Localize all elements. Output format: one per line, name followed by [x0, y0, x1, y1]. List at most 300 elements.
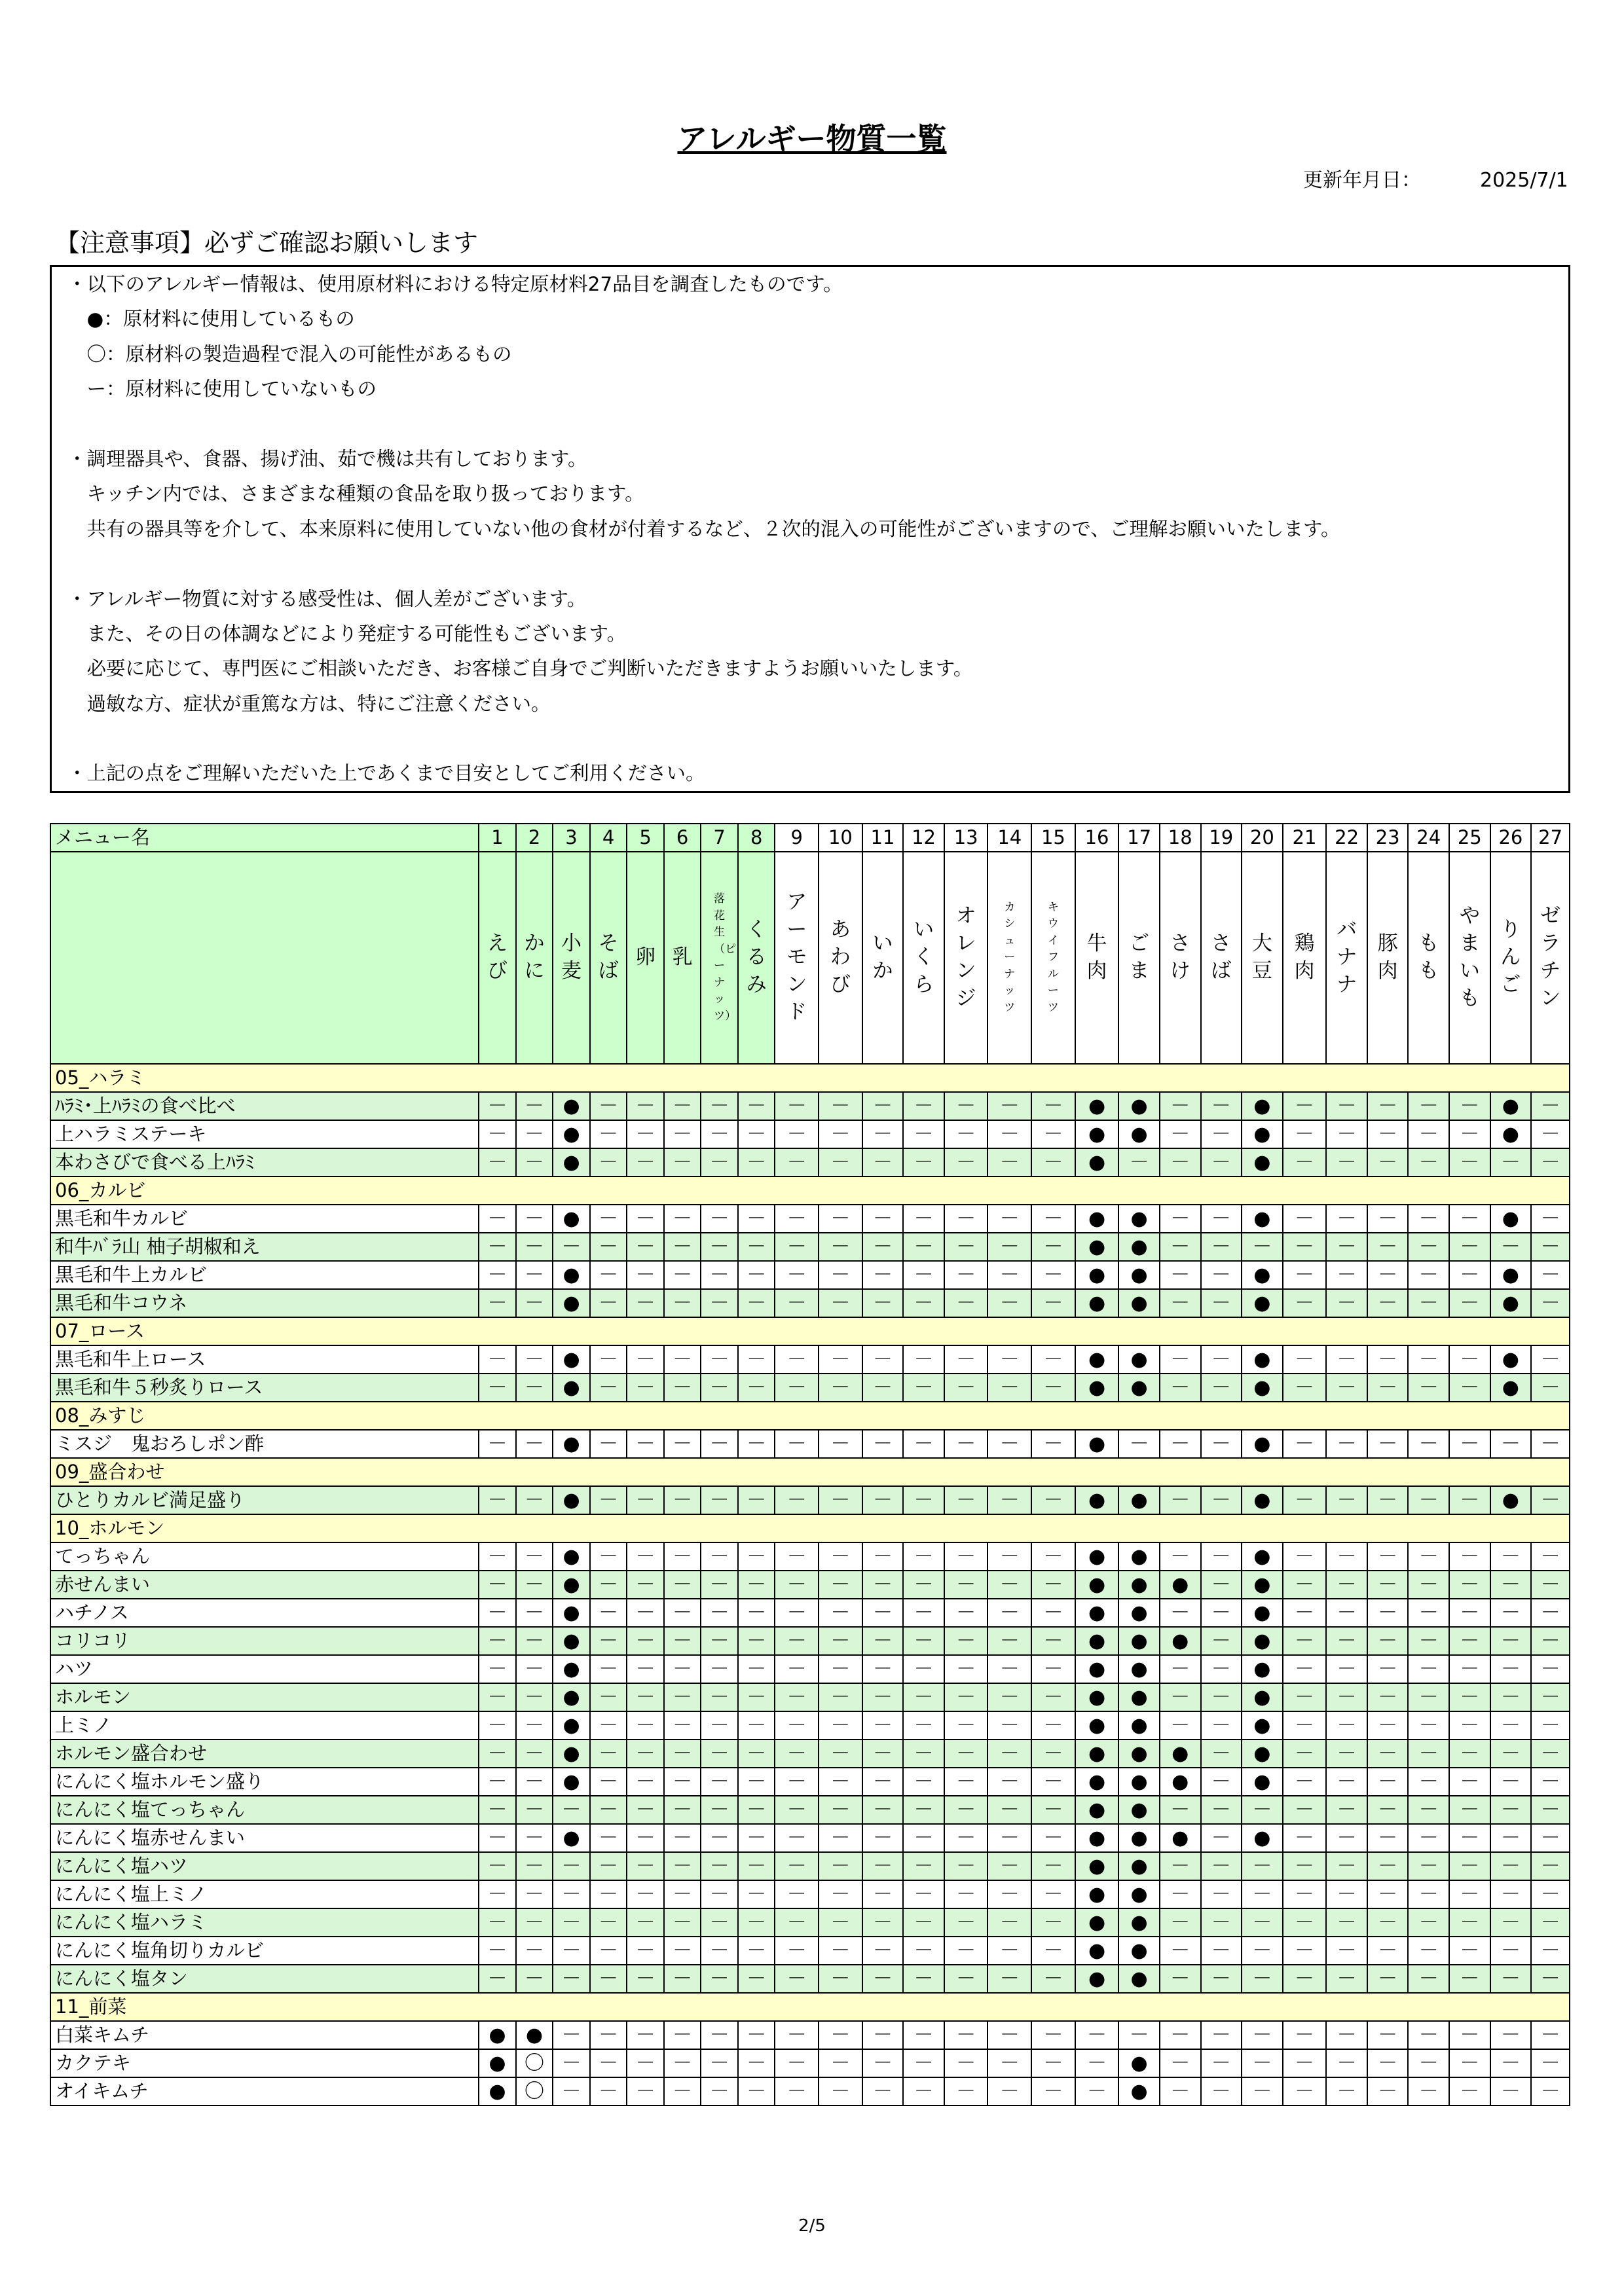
allergen-mark: － — [1031, 1768, 1075, 1796]
category-row: 06_カルビ — [50, 1176, 1570, 1205]
allergen-name-text: そば — [598, 932, 619, 983]
allergen-mark: － — [1408, 1627, 1449, 1655]
allergen-mark: － — [775, 1908, 819, 1937]
allergen-mark: － — [862, 2049, 904, 2077]
allergen-mark: － — [862, 2077, 904, 2105]
allergen-mark: － — [1490, 2021, 1532, 2049]
category-row: 05_ハラミ — [50, 1064, 1570, 1092]
allergen-mark: ● — [1075, 1261, 1119, 1289]
allergen-mark: － — [987, 2021, 1031, 2049]
allergen-mark: ● — [1118, 1768, 1160, 1796]
allergen-mark: － — [819, 1627, 862, 1655]
allergen-mark: － — [862, 1205, 904, 1233]
allergen-mark: － — [1490, 1965, 1532, 1993]
allergen-mark: － — [738, 1740, 775, 1768]
allergen-mark: － — [701, 1655, 738, 1683]
allergen-mark: － — [903, 1740, 944, 1768]
menu-item-name: にんにく塩角切りカルビ — [50, 1937, 479, 1965]
table-row — [50, 2049, 1570, 2077]
allergen-mark: － — [775, 2049, 819, 2077]
allergen-mark: － — [1449, 1880, 1490, 1908]
allergen-mark: － — [1031, 1374, 1075, 1402]
allergen-mark: － — [1326, 1711, 1367, 1740]
table-row — [50, 1599, 1570, 1627]
allergen-mark: － — [1031, 1233, 1075, 1261]
allergen-mark: ● — [1118, 1711, 1160, 1740]
allergen-mark: － — [775, 1233, 819, 1261]
allergen-mark: ● — [553, 1571, 590, 1599]
allergen-mark: － — [479, 1627, 516, 1655]
allergen-mark: － — [903, 1233, 944, 1261]
allergen-mark: － — [1326, 2049, 1367, 2077]
allergen-mark: － — [516, 1683, 553, 1711]
allergen-mark: － — [553, 1852, 590, 1880]
allergen-mark: － — [903, 1965, 944, 1993]
allergen-mark: － — [1531, 1824, 1570, 1852]
allergen-mark: － — [1531, 1627, 1570, 1655]
allergen-mark: － — [944, 1908, 988, 1937]
menu-item-name: にんにく塩てっちゃん — [50, 1796, 479, 1824]
allergen-mark: － — [1531, 1233, 1570, 1261]
allergen-mark: ● — [553, 1824, 590, 1852]
allergen-mark: ● — [1075, 1571, 1119, 1599]
allergen-mark: － — [627, 1571, 664, 1599]
allergen-mark: ● — [1118, 1740, 1160, 1768]
allergen-mark: － — [1408, 1711, 1449, 1740]
allergen-mark: － — [775, 1120, 819, 1148]
allergen-mark: － — [1531, 1120, 1570, 1148]
allergen-mark: － — [944, 1880, 988, 1908]
allergen-mark: － — [1031, 1937, 1075, 1965]
allergen-mark: ● — [1075, 1627, 1119, 1655]
allergen-mark: － — [1531, 1852, 1570, 1880]
allergen-mark: － — [1201, 2049, 1242, 2077]
allergen-mark: － — [738, 1120, 775, 1148]
allergen-mark: － — [479, 1289, 516, 1317]
allergen-mark: － — [1283, 1120, 1327, 1148]
allergen-mark: － — [1201, 1655, 1242, 1683]
allergen-mark: ● — [1242, 1599, 1283, 1627]
allergen-mark: ● — [1075, 1148, 1119, 1176]
allergen-mark: － — [1449, 1542, 1490, 1571]
allergen-mark: ● — [1118, 1627, 1160, 1655]
allergen-mark: － — [1075, 2049, 1119, 2077]
allergen-mark: － — [819, 1092, 862, 1120]
allergen-mark: － — [479, 1148, 516, 1176]
allergen-mark: － — [516, 1711, 553, 1740]
allergen-mark: － — [1408, 1120, 1449, 1148]
allergen-mark: － — [819, 1486, 862, 1514]
table-row — [50, 1796, 1570, 1824]
note-line — [67, 547, 1553, 581]
allergen-mark: － — [819, 1768, 862, 1796]
allergen-mark: － — [1283, 1740, 1327, 1768]
allergen-mark: － — [1408, 1965, 1449, 1993]
allergen-mark: － — [1031, 1908, 1075, 1937]
allergen-mark: － — [1531, 2077, 1570, 2105]
allergen-mark: － — [987, 1796, 1031, 1824]
allergen-mark: － — [479, 1655, 516, 1683]
allergen-mark: － — [944, 1120, 988, 1148]
allergen-name — [1283, 852, 1327, 1064]
allergen-mark: ● — [553, 1120, 590, 1148]
allergen-mark: － — [1031, 1824, 1075, 1852]
allergen-mark: － — [862, 1374, 904, 1402]
allergen-mark: － — [1490, 1599, 1532, 1627]
note-line: ー：原材料に使用していないもの — [67, 378, 377, 401]
allergen-mark: － — [553, 1965, 590, 1993]
allergen-mark: ● — [1160, 1571, 1201, 1599]
allergen-mark: － — [862, 1796, 904, 1824]
allergen-mark: － — [1367, 1092, 1409, 1120]
allergen-mark: － — [987, 1683, 1031, 1711]
menu-item-name: コリコリ — [50, 1627, 479, 1655]
allergen-mark: － — [944, 1852, 988, 1880]
allergen-mark: － — [479, 1937, 516, 1965]
allergen-mark: － — [1031, 1599, 1075, 1627]
allergen-mark: － — [1531, 1571, 1570, 1599]
allergen-mark: － — [590, 1880, 627, 1908]
allergen-mark: ● — [1118, 1261, 1160, 1289]
allergen-number: 7 — [701, 824, 738, 852]
allergen-mark: － — [775, 1571, 819, 1599]
allergen-mark: ● — [1242, 1374, 1283, 1402]
allergen-mark: － — [775, 1289, 819, 1317]
allergen-mark: － — [1118, 2021, 1160, 2049]
allergen-mark: ● — [1075, 1740, 1119, 1768]
allergen-mark: － — [1201, 1740, 1242, 1768]
allergen-mark: － — [1531, 1345, 1570, 1374]
allergen-mark: － — [1326, 1908, 1367, 1937]
allergen-number: 19 — [1201, 824, 1242, 852]
allergen-mark: － — [1031, 1542, 1075, 1571]
allergen-mark: － — [1201, 1937, 1242, 1965]
allergen-name — [1160, 852, 1201, 1064]
allergen-mark: － — [1326, 1880, 1367, 1908]
allergen-mark: － — [862, 1430, 904, 1458]
allergen-mark: － — [1201, 1205, 1242, 1233]
allergen-mark: － — [738, 1880, 775, 1908]
allergen-mark: － — [1201, 1289, 1242, 1317]
allergen-mark: － — [1408, 2077, 1449, 2105]
allergen-mark: － — [590, 1092, 627, 1120]
allergen-mark: － — [903, 1542, 944, 1571]
allergen-name-text: 大豆 — [1251, 932, 1272, 983]
allergen-mark: － — [1490, 1852, 1532, 1880]
allergen-mark: － — [1408, 2021, 1449, 2049]
allergen-mark: － — [1283, 1880, 1327, 1908]
allergen-mark: ● — [479, 2049, 516, 2077]
allergen-mark: － — [479, 1205, 516, 1233]
allergen-mark: － — [553, 1908, 590, 1937]
allergen-mark: － — [1490, 1148, 1532, 1176]
allergen-name-text: やまいも — [1459, 904, 1480, 1010]
allergen-mark: ● — [1075, 1796, 1119, 1824]
allergen-mark: － — [627, 1205, 664, 1233]
allergen-mark: － — [903, 2077, 944, 2105]
allergen-mark: － — [775, 1627, 819, 1655]
allergen-mark: ● — [553, 1261, 590, 1289]
allergen-mark: － — [819, 1908, 862, 1937]
allergen-mark: － — [701, 1148, 738, 1176]
allergen-mark: － — [701, 1542, 738, 1571]
allergen-mark: － — [987, 1880, 1031, 1908]
allergen-mark: － — [1118, 1430, 1160, 1458]
allergen-mark: － — [862, 1824, 904, 1852]
allergen-mark: ● — [553, 1205, 590, 1233]
allergen-mark: － — [738, 1345, 775, 1374]
allergen-mark: － — [862, 2021, 904, 2049]
allergen-mark: － — [627, 1655, 664, 1683]
allergen-number: 8 — [738, 824, 775, 852]
allergen-mark: ● — [516, 2021, 553, 2049]
allergen-mark: － — [775, 1768, 819, 1796]
allergen-name-text: 牛肉 — [1086, 932, 1107, 983]
menu-item-name: 黒毛和牛５秒炙りロース — [50, 1374, 479, 1402]
allergen-name — [1449, 852, 1490, 1064]
allergen-mark: － — [1283, 1374, 1327, 1402]
allergen-mark: － — [819, 1711, 862, 1740]
allergen-mark: － — [819, 1542, 862, 1571]
allergen-mark: － — [1326, 1796, 1367, 1824]
allergen-mark: － — [1201, 1627, 1242, 1655]
allergen-number: 26 — [1490, 824, 1532, 852]
allergen-mark: － — [664, 1571, 701, 1599]
allergen-mark: － — [1367, 1711, 1409, 1740]
allergen-mark: － — [701, 2021, 738, 2049]
allergen-mark: － — [1160, 1796, 1201, 1824]
allergen-mark: － — [590, 1430, 627, 1458]
allergen-mark: － — [987, 1599, 1031, 1627]
allergen-mark: － — [664, 2021, 701, 2049]
allergen-name-text: 卵 — [635, 945, 656, 970]
allergen-mark: － — [987, 1711, 1031, 1740]
allergen-mark: ● — [1075, 1655, 1119, 1683]
allergen-mark: － — [987, 1768, 1031, 1796]
allergen-mark: － — [1449, 1261, 1490, 1289]
allergen-mark: ● — [1490, 1261, 1532, 1289]
allergen-mark: － — [701, 1261, 738, 1289]
allergen-name-text: アーモンド — [786, 890, 807, 1024]
menu-item-name: オイキムチ — [50, 2077, 479, 2105]
allergen-mark: － — [775, 1599, 819, 1627]
allergen-mark: － — [775, 1965, 819, 1993]
menu-item-name: 本わさびで食べる上ﾊﾗﾐ — [50, 1148, 479, 1176]
allergen-mark: － — [819, 1571, 862, 1599]
allergen-mark: － — [664, 1261, 701, 1289]
allergen-mark: ● — [553, 1092, 590, 1120]
allergen-mark: － — [775, 1852, 819, 1880]
allergen-name — [701, 852, 738, 1064]
allergen-mark: － — [1531, 1796, 1570, 1824]
allergen-mark: － — [944, 1683, 988, 1711]
allergen-mark: － — [627, 1824, 664, 1852]
allergen-mark: － — [862, 1148, 904, 1176]
allergen-mark: ● — [553, 1768, 590, 1796]
allergen-mark: － — [1283, 1486, 1327, 1514]
allergen-mark: － — [1367, 1374, 1409, 1402]
allergen-mark: － — [987, 1486, 1031, 1514]
page-number: 2/5 — [798, 2216, 826, 2236]
allergen-mark: － — [1408, 1768, 1449, 1796]
allergen-mark: － — [479, 1092, 516, 1120]
allergen-number: 15 — [1031, 824, 1075, 852]
allergen-mark: － — [987, 2049, 1031, 2077]
allergen-name-text: 小麦 — [561, 932, 582, 983]
allergen-mark: － — [701, 1965, 738, 1993]
note-line: キッチン内では、さまざまな種類の食品を取り扱っております。 — [67, 483, 644, 505]
allergen-mark: － — [987, 1261, 1031, 1289]
allergen-mark: － — [479, 1430, 516, 1458]
allergen-mark: － — [738, 1824, 775, 1852]
allergen-mark: － — [944, 1486, 988, 1514]
allergen-mark: － — [862, 1542, 904, 1571]
allergen-mark: － — [1408, 1796, 1449, 1824]
allergen-mark: － — [1449, 1289, 1490, 1317]
allergen-mark: － — [479, 1345, 516, 1374]
allergen-mark: － — [903, 1880, 944, 1908]
allergen-mark: － — [987, 1120, 1031, 1148]
allergen-mark: － — [1031, 1655, 1075, 1683]
allergen-mark: － — [590, 1965, 627, 1993]
allergen-mark: － — [903, 1711, 944, 1740]
allergen-mark: － — [862, 1599, 904, 1627]
allergen-mark: － — [1283, 1148, 1327, 1176]
allergen-mark: ● — [1160, 1740, 1201, 1768]
allergen-name-text: カシューナッツ — [1004, 900, 1016, 1014]
table-row — [50, 1683, 1570, 1711]
allergen-mark: － — [1490, 1233, 1532, 1261]
allergen-mark: － — [1160, 1345, 1201, 1374]
allergen-mark: － — [1160, 2021, 1201, 2049]
allergen-mark: － — [590, 1711, 627, 1740]
allergen-mark: － — [1490, 1908, 1532, 1937]
allergen-mark: － — [1201, 1880, 1242, 1908]
allergen-mark: － — [903, 1486, 944, 1514]
allergen-mark: － — [664, 1655, 701, 1683]
allergen-mark: － — [862, 1880, 904, 1908]
allergen-mark: － — [479, 1852, 516, 1880]
allergen-mark: － — [1201, 1233, 1242, 1261]
allergen-mark: － — [1531, 1965, 1570, 1993]
allergen-mark: ● — [1242, 1542, 1283, 1571]
allergen-mark: ● — [1075, 1908, 1119, 1937]
allergen-mark: － — [1075, 2077, 1119, 2105]
allergen-mark: － — [1531, 1711, 1570, 1740]
allergen-mark: － — [775, 2021, 819, 2049]
allergen-name-text: えび — [487, 932, 507, 983]
allergen-mark: － — [479, 1486, 516, 1514]
allergen-mark: － — [819, 1599, 862, 1627]
allergen-mark: － — [516, 1740, 553, 1768]
allergen-mark: ● — [1242, 1430, 1283, 1458]
allergen-mark: － — [1031, 1120, 1075, 1148]
allergen-mark: － — [1031, 1880, 1075, 1908]
allergen-mark: － — [1326, 1430, 1367, 1458]
allergen-mark: － — [775, 1261, 819, 1289]
allergen-mark: － — [987, 1908, 1031, 1937]
allergen-mark: － — [1449, 2049, 1490, 2077]
allergen-mark: ● — [1118, 2049, 1160, 2077]
allergen-mark: － — [590, 1148, 627, 1176]
allergen-mark: － — [944, 1937, 988, 1965]
allergen-mark: － — [627, 1374, 664, 1402]
allergen-mark: － — [1449, 2077, 1490, 2105]
allergen-mark: ● — [1075, 1683, 1119, 1711]
allergen-mark: － — [701, 1852, 738, 1880]
allergen-name-text: あわび — [830, 918, 851, 996]
allergen-mark: － — [1367, 1824, 1409, 1852]
allergen-mark: ● — [1118, 2077, 1160, 2105]
allergen-mark: － — [590, 1374, 627, 1402]
allergen-mark: － — [590, 1120, 627, 1148]
allergen-mark: － — [903, 1430, 944, 1458]
allergen-name-text: さば — [1211, 932, 1232, 983]
allergen-name-text: もも — [1418, 932, 1439, 983]
allergen-mark: ● — [1242, 1627, 1283, 1655]
allergen-mark: － — [1449, 1571, 1490, 1599]
allergen-mark: － — [1408, 1092, 1449, 1120]
allergen-mark: － — [1408, 1205, 1449, 1233]
allergen-mark: － — [553, 1233, 590, 1261]
allergen-mark: － — [516, 1120, 553, 1148]
allergen-mark: － — [862, 1486, 904, 1514]
allergen-mark: － — [1326, 1092, 1367, 1120]
allergen-mark: － — [1242, 1852, 1283, 1880]
allergen-mark: － — [738, 1430, 775, 1458]
allergen-mark: － — [1283, 1768, 1327, 1796]
allergen-name-text: バナナ — [1337, 918, 1357, 996]
allergen-mark: － — [1283, 2021, 1327, 2049]
allergen-mark: － — [1201, 1683, 1242, 1711]
allergen-mark: － — [903, 1261, 944, 1289]
table-row — [50, 1880, 1570, 1908]
allergen-number: 1 — [479, 824, 516, 852]
allergen-mark: － — [944, 1796, 988, 1824]
note-line: ●：原材料に使用しているもの — [67, 308, 355, 331]
allergen-mark: － — [1490, 1571, 1532, 1599]
allergen-mark: － — [627, 2021, 664, 2049]
allergen-number: 2 — [516, 824, 553, 852]
allergen-mark: － — [987, 1740, 1031, 1768]
allergen-number: 10 — [819, 824, 862, 852]
allergen-mark: － — [590, 1627, 627, 1655]
allergen-mark: － — [516, 1092, 553, 1120]
allergen-name-text: かに — [524, 932, 545, 983]
allergen-mark: － — [987, 1824, 1031, 1852]
allergen-mark: － — [1326, 1824, 1367, 1852]
allergen-mark: － — [775, 1205, 819, 1233]
allergen-mark: － — [479, 1120, 516, 1148]
allergen-mark: － — [627, 1965, 664, 1993]
table-row — [50, 1374, 1570, 1402]
allergen-mark: － — [1449, 1092, 1490, 1120]
allergen-mark: － — [775, 1430, 819, 1458]
allergen-mark: － — [1408, 1148, 1449, 1176]
allergen-mark: － — [1531, 1880, 1570, 1908]
allergen-mark: － — [944, 1430, 988, 1458]
menu-item-name: にんにく塩タン — [50, 1965, 479, 1993]
allergen-mark: － — [862, 1092, 904, 1120]
allergen-mark: － — [862, 1261, 904, 1289]
note-line: ・調理器具や、食器、揚げ油、茹で機は共有しております。 — [67, 447, 587, 470]
allergen-mark: － — [738, 1683, 775, 1711]
allergen-number: 23 — [1367, 824, 1409, 852]
allergen-mark: － — [1408, 1655, 1449, 1683]
allergen-mark: 〇 — [516, 2049, 553, 2077]
allergen-mark: － — [627, 1937, 664, 1965]
allergen-mark: － — [819, 1205, 862, 1233]
